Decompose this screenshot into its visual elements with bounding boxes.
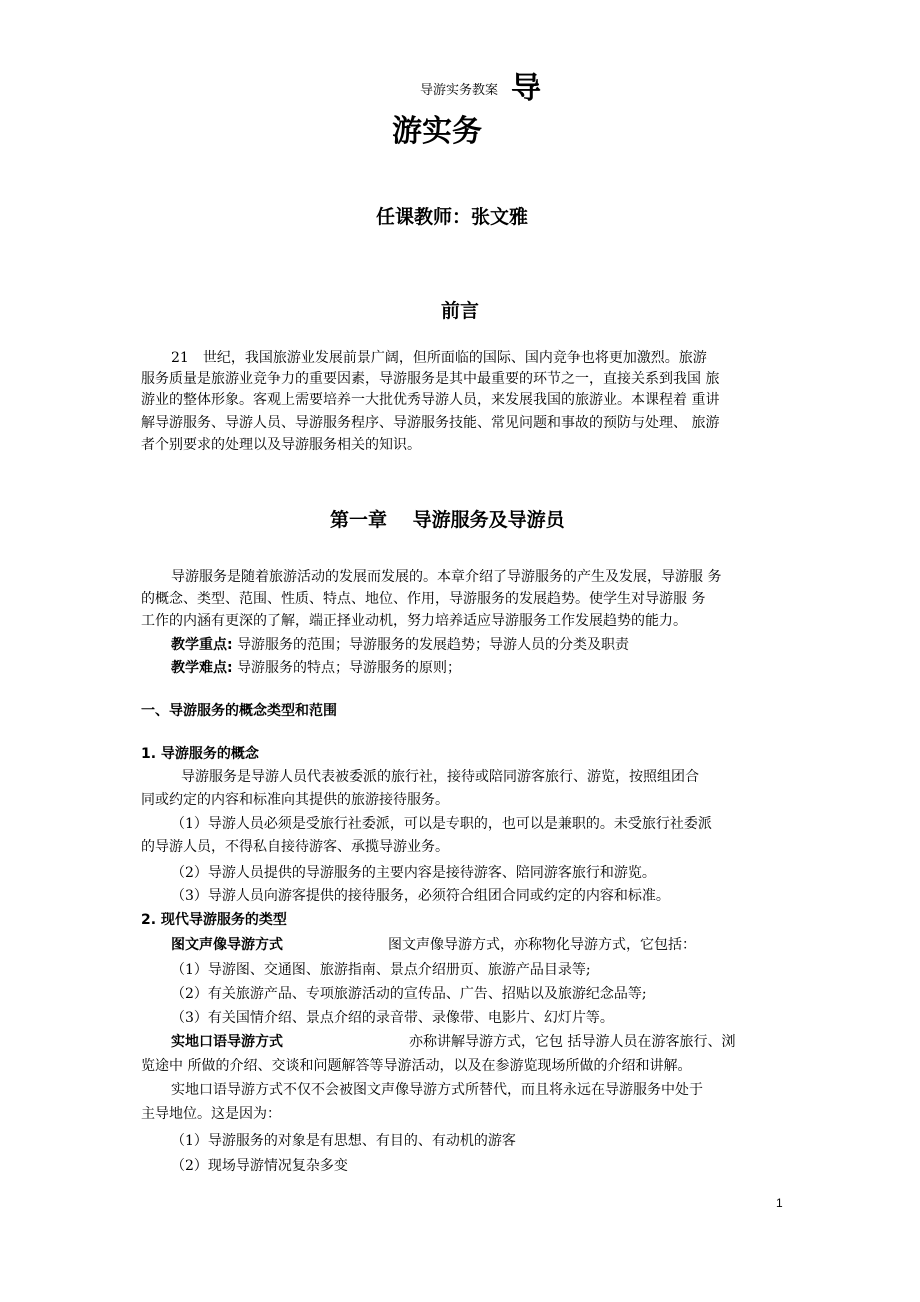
intro-line: 的概念、类型、范围、性质、特点、地位、作用，导游服务的发展趋势。使学生对导游服 务: [141, 591, 706, 607]
reason-item: （1）导游服务的对象是有思想、有目的、有动机的游客: [171, 1133, 516, 1149]
preface-line: 解导游服务、导游人员、导游服务程序、导游服务技能、常见问题和事故的预防与处理、 旅游: [141, 415, 720, 431]
mode1-label: 图文声像导游方式: [171, 937, 283, 953]
mode-visual-audio: [171, 934, 283, 954]
mode1-item: （3）有关国情介绍、景点介绍的录音带、录像带、电影片、幻灯片等。: [171, 1010, 614, 1026]
teaching-key-points: [171, 634, 629, 654]
title-first-char: 导: [511, 71, 541, 106]
header-course-label: 导游实务教案: [420, 83, 499, 98]
intro-line: 导游服务是随着旅游活动的发展而发展的。本章介绍了导游服务的产生及发展，导游服 务: [171, 569, 722, 585]
key-label: 教学重点:: [171, 637, 233, 653]
subsection-heading-concept: 1. 导游服务的概念: [141, 746, 259, 762]
mode2-continuation: 览途中 所做的介绍、交谈和问题解答等导游活动，以及在参游览现场所做的介绍和讲解。: [141, 1058, 692, 1074]
mode-oral: [171, 1031, 283, 1051]
mode1-text: 图文声像导游方式，亦称物化导游方式，它包括：: [388, 937, 696, 953]
mode2-text: 亦称讲解导游方式，它包 括导游人员在游客旅行、浏: [409, 1034, 736, 1050]
teacher-name: 任课教师：张文雅: [376, 206, 529, 228]
preface-heading: 前言: [441, 300, 480, 322]
title-continuation: 游实务: [392, 114, 482, 149]
concept-line: （3）导游人员向游客提供的接待服务，必须符合组团合同或约定的内容和标准。: [171, 888, 670, 904]
mode1-item: （2）有关旅游产品、专项旅游活动的宣传品、广告、招贴以及旅游纪念品等;: [171, 986, 647, 1002]
concept-line: （2）导游人员提供的导游服务的主要内容是接待游客、陪同游客旅行和游览。: [171, 865, 656, 881]
reason-item: （2）现场导游情况复杂多变: [171, 1158, 348, 1174]
preface-line: 21 世纪，我国旅游业发展前景广阔，但所面临的国际、国内竞争也将更加激烈。旅游: [171, 350, 707, 366]
subsection-heading-types: 2. 现代导游服务的类型: [141, 912, 287, 928]
intro-line: 工作的内涵有更深的了解，端正择业动机，努力培养适应导游服务工作发展趋势的能力。: [141, 613, 687, 629]
concept-line: 同或约定的内容和标准向其提供的旅游接待服务。: [141, 792, 449, 808]
preface-line: 服务质量是旅游业竞争力的重要因素，导游服务是其中最重要的环节之一，直接关系到我国 旅: [141, 371, 720, 387]
preface-line: 游业的整体形象。客观上需要培养一大批优秀导游人员，来发展我国的旅游业。本课程着 重讲: [141, 392, 720, 408]
teaching-difficulties: [171, 657, 461, 677]
chapter-heading: 第一章 导游服务及导游员: [330, 509, 565, 531]
section-heading: 一、导游服务的概念类型和范围: [141, 703, 337, 719]
page-number: 1: [776, 1196, 783, 1210]
mode1-item: （1）导游图、交通图、旅游指南、景点介绍册页、旅游产品目录等;: [171, 962, 591, 978]
reason-line: 实地口语导游方式不仅不会被图文声像导游方式所替代，而且将永远在导游服务中处于: [171, 1082, 703, 1098]
difficulty-text: 导游服务的特点；导游服务的原则；: [237, 660, 462, 676]
difficulty-label: 教学难点:: [171, 660, 233, 676]
reason-line: 主导地位。这是因为：: [141, 1106, 281, 1122]
key-text: 导游服务的范围；导游服务的发展趋势；导游人员的分类及职责: [237, 637, 630, 653]
mode2-label: 实地口语导游方式: [171, 1034, 283, 1050]
concept-line: （1）导游人员必须是受旅行社委派，可以是专职的，也可以是兼职的。未受旅行社委派: [171, 816, 712, 832]
concept-line: 的导游人员，不得私自接待游客、承揽导游业务。: [141, 839, 449, 855]
preface-line: 者个别要求的处理以及导游服务相关的知识。: [141, 437, 421, 453]
concept-line: 导游服务是导游人员代表被委派的旅行社，接待或陪同游客旅行、游览，按照组团合: [181, 769, 699, 785]
